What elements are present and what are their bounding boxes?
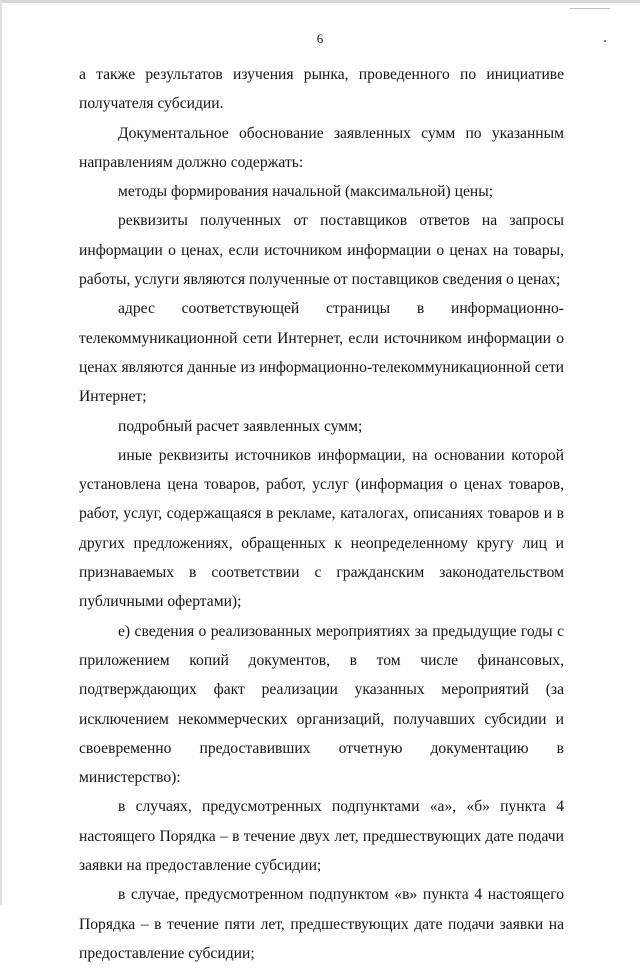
paragraph: е) сведения о реализованных мероприятиях за предыдущие годы с приложением копий документов, в том числе финансовых, подтверждающих факт реализации указанных мероприятий (за исключением некоммерческих организаций, получавших субсидии и своевременно предоставивших отчетную документацию в министерство): [79, 622, 564, 787]
paragraph: методы формирования начальной (максимальной) цены; [118, 183, 494, 201]
paragraph: адрес соответствующей страницы в информационно-телекоммуникационной сети Интернет, если источником информации о ценах являются данные из информационно-телекоммуникационной сети Интернет; [79, 300, 564, 406]
paragraph: в случаях, предусмотренных подпунктами «а», «б» пункта 4 настоящего Порядка – в течение двух лет, предшествующих дате подачи заявки на предоставление субсидии; [79, 798, 564, 875]
paragraph: подробный расчет заявленных сумм; [118, 417, 363, 435]
document-body [79, 60, 564, 968]
paragraph: иные реквизиты источников информации, на основании которой установлена цена товаров, работ, услуг (информация о ценах товаров, работ, услуг, содержащаяся в рекламе, каталогах, описаниях товаров и в других предложениях, обращенных к неопределенному кругу лиц и признаваемых в соответствии с гражданским законодательством публичными офертами); [79, 446, 564, 611]
paragraph: реквизиты полученных от поставщиков ответов на запросы информации о ценах, если источником информации о ценах на товары, работы, услуги являются полученные от поставщиков сведения о ценах; [79, 212, 564, 289]
page-number: 6 [316, 31, 324, 46]
paragraph: в случае, предусмотренном подпунктом «в» пункта 4 настоящего Порядка – в течение пяти лет, предшествующих дате подачи заявки на предоставление субсидии; [79, 886, 564, 962]
paragraph: Документальное обоснование заявленных сумм по указанным направлениям должно содержать: [79, 124, 564, 171]
paragraph: а также результатов изучения рынка, проведенного по инициативе получателя субсидии. [79, 66, 564, 113]
scan-edge-left [0, 0, 2, 905]
scan-edge-top [0, 0, 640, 3]
scan-corner-mark [570, 0, 610, 9]
